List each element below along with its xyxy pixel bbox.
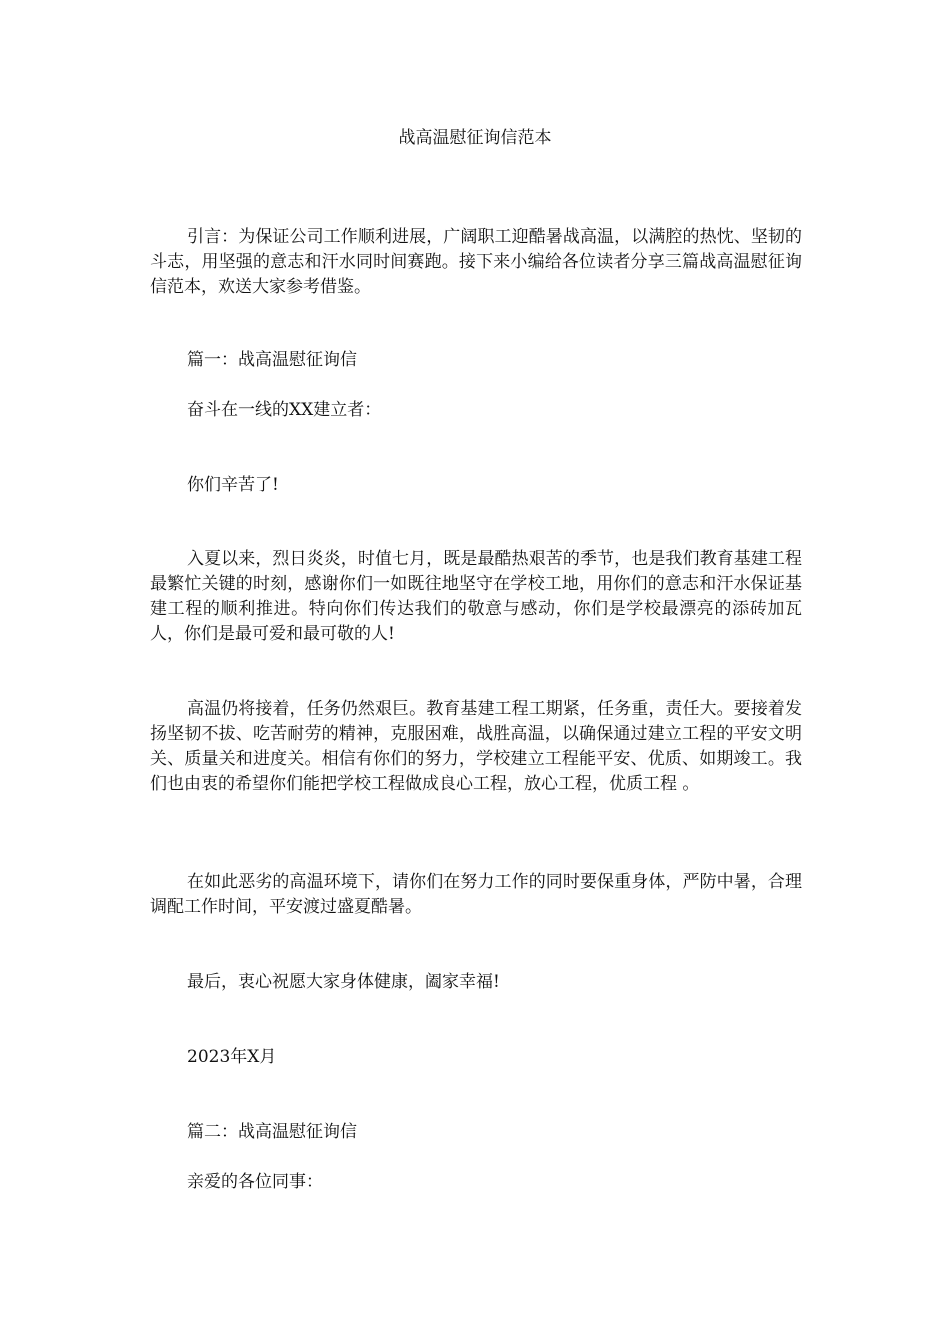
section2-heading: 篇二：战高温慰征询信 [187,1122,357,1142]
section1-salutation: 奋斗在一线的XX建立者： [187,400,382,420]
section2-salutation: 亲爱的各位同事： [187,1172,323,1192]
section1-greeting: 你们辛苦了! [187,475,279,495]
section1-heading: 篇一：战高温慰征询信 [187,350,357,370]
section1-closing: 最后，衷心祝愿大家身体健康，阖家幸福! [187,972,500,992]
section1-paragraph-3: 在如此恶劣的高温环境下，请你们在努力工作的同时要保重身体，严防中暑，合理调配工作时间，平安渡过盛夏酷暑。 [150,872,802,917]
section1-date: 2023年X月 [187,1047,277,1067]
section1-paragraph-1: 入夏以来，烈日炎炎，时值七月，既是最酷热艰苦的季节，也是我们教育基建工程最繁忙关键的时刻，感谢你们一如既往地坚守在学校工地，用你们的意志和汗水保证基建工程的顺利推进。特向你们传达我们的敬意与感动，你们是学校最漂亮的添砖加瓦人，你们是最可爱和最可敬的人! [150,549,802,644]
intro-paragraph: 引言：为保证公司工作顺利进展，广阔职工迎酷暑战高温，以满腔的热忱、坚韧的斗志，用坚强的意志和汗水同时间赛跑。接下来小编给各位读者分享三篇战高温慰征询信范本，欢送大家参考借鉴。 [150,227,802,297]
document-title: 战高温慰征询信范本 [398,128,552,148]
section1-paragraph-2: 高温仍将接着，任务仍然艰巨。教育基建工程工期紧，任务重，责任大。要接着发扬坚韧不拔、吃苦耐劳的精神，克服困难，战胜高温，以确保通过建立工程的平安文明关、质量关和进度关。相信有你们的努力，学校建立工程能平安、优质、如期竣工。我们也由衷的希望你们能把学校工程做成良心工程，放心工程，优质工程 。 [150,699,802,794]
